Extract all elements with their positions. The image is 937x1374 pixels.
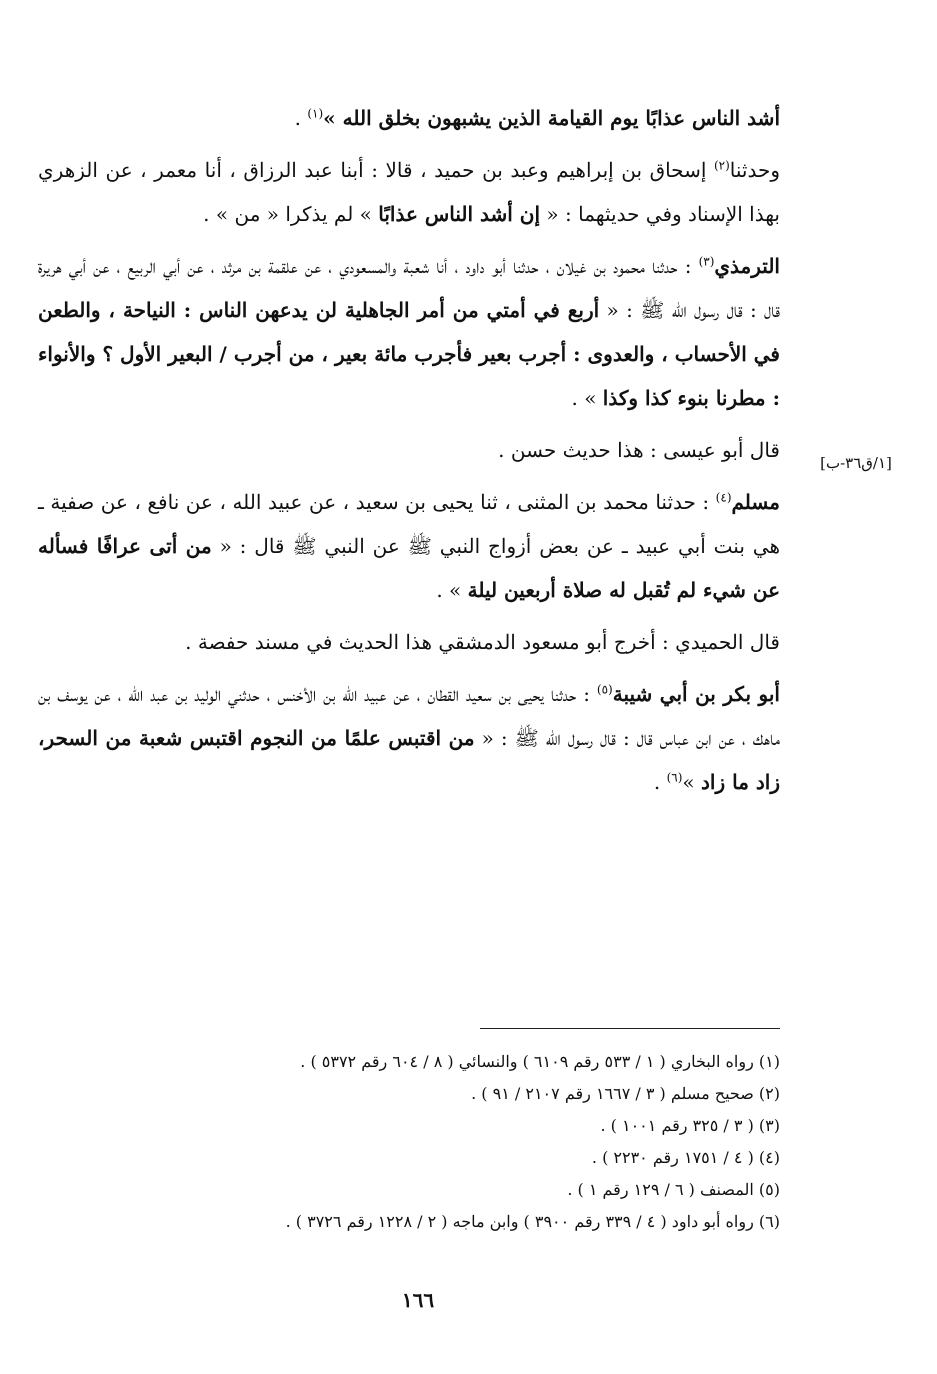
footnote-ref: (٦) — [666, 770, 683, 785]
footnote-item: (٦) رواه أبو داود ( ٤ / ٣٣٩ رقم ٣٩٠٠ ) وابن ماجه ( ٢ / ١٢٢٨ رقم ٣٧٢٦ ) . — [285, 1212, 780, 1231]
paragraph-2 — [38, 148, 780, 236]
hadith-text: أشد الناس عذابًا يوم القيامة الذين يشبهون بخلق الله » — [323, 106, 780, 130]
isnad-tail: » لم يذكرا « من » . — [203, 202, 379, 226]
source-name: الترمذي — [714, 254, 780, 278]
isnad-text: إسحاق بن إبراهيم وعبد بن حميد ، قالا : أبنا عبد الرزاق ، أنا معمر ، عن الزهري بهذا الإسناد وفي حديثهما : « — [38, 158, 780, 226]
isnad-tail: » — [682, 770, 702, 794]
manuscript-folio-marker: [١/ق٣٦-ب] — [820, 454, 892, 472]
paragraph-6 — [38, 620, 780, 664]
punctuation: . — [653, 770, 667, 794]
paragraph-7 — [38, 672, 780, 804]
footnote-ref: (٤) — [715, 490, 732, 505]
footnote-divider — [480, 1028, 780, 1029]
page-number: ١٦٦ — [401, 1288, 435, 1312]
hadith-text: أربع في أمتي من أمر الجاهلية لن يدعهن الناس : النياحة ، والطعن في الأحساب ، والعدوى : أجرب بعير فأجرب مائة بعير ، من أجرب / البعير الأول ؟ والأنواء : مطرنا بنوء كذا وكذا — [38, 298, 780, 410]
narrator-lead: وحدثنا — [729, 158, 780, 182]
footnote-ref: (٥) — [596, 682, 613, 697]
footnote-item: (٥) المصنف ( ٦ / ١٢٩ رقم ١ ) . — [567, 1180, 780, 1199]
paragraph-1 — [38, 96, 780, 140]
footnote-ref: (٢) — [713, 158, 730, 173]
isnad-text: : حدثنا محمد بن المثنى ، ثنا يحيى بن سعيد ، عن عبيد الله ، عن نافع ، عن صفية ـ هي بنت أبي عبيد ـ عن بعض أزواج النبي ﷺ عن النبي ﷺ قال : « — [38, 490, 780, 558]
footnote-ref: (٣) — [698, 254, 715, 269]
footnote-item: (٢) صحيح مسلم ( ٣ / ١٦٦٧ رقم ٢١٠٧ / ٩١ ) . — [471, 1084, 780, 1103]
paragraph-3 — [38, 244, 780, 420]
isnad-tail: » . — [571, 386, 603, 410]
footnote-item: (١) رواه البخاري ( ١ / ٥٣٣ رقم ٦١٠٩ ) والنسائي ( ٨ / ٦٠٤ رقم ٥٣٧٢ ) . — [300, 1052, 780, 1071]
footnote-item: (٣) ( ٣ / ٣٢٥ رقم ١٠٠١ ) . — [600, 1116, 780, 1135]
comment-text: قال الحميدي : أخرج أبو مسعود الدمشقي هذا الحديث في مسند حفصة . — [185, 630, 780, 654]
hadith-text: من اقتبس علمًا من النجوم اقتبس شعبة من السحر، زاد ما زاد — [38, 726, 780, 794]
source-name: مسلم — [731, 490, 780, 514]
hadith-text: من أتى عرافًا فسأله عن شيء لم تُقبل له صلاة أربعين ليلة — [38, 534, 780, 602]
paragraph-5 — [38, 480, 780, 612]
footnote-ref: (١) — [307, 106, 324, 121]
footnote-item: (٤) ( ٤ / ١٧٥١ رقم ٢٢٣٠ ) . — [591, 1148, 780, 1167]
hadith-text: إن أشد الناس عذابًا — [378, 202, 541, 226]
punctuation: . — [294, 106, 308, 130]
paragraph-4 — [38, 428, 780, 472]
footnotes — [70, 1046, 780, 1238]
isnad-text: : حدثنا محمود بن غيلان ، حدثنا أبو داود ، أنا شعبة والمسعودي ، عن علقمة بن مرثد ، عن أبي الربيع ، عن أبي هريرة قال : قال رسول الله ﷺ : « — [38, 254, 780, 322]
comment-text: قال أبو عيسى : هذا حديث حسن . — [498, 438, 780, 462]
main-text — [38, 96, 780, 812]
source-name: أبو بكر بن أبي شيبة — [612, 682, 780, 706]
isnad-text: : حدثنا يحيى بن سعيد القطان ، عن عبيد الله بن الأخنس ، حدثني الوليد بن عبد الله ، عن يوسف بن ماهك ، عن ابن عباس قال : قال رسول الله ﷺ : « — [38, 682, 780, 750]
isnad-tail: » . — [436, 578, 468, 602]
